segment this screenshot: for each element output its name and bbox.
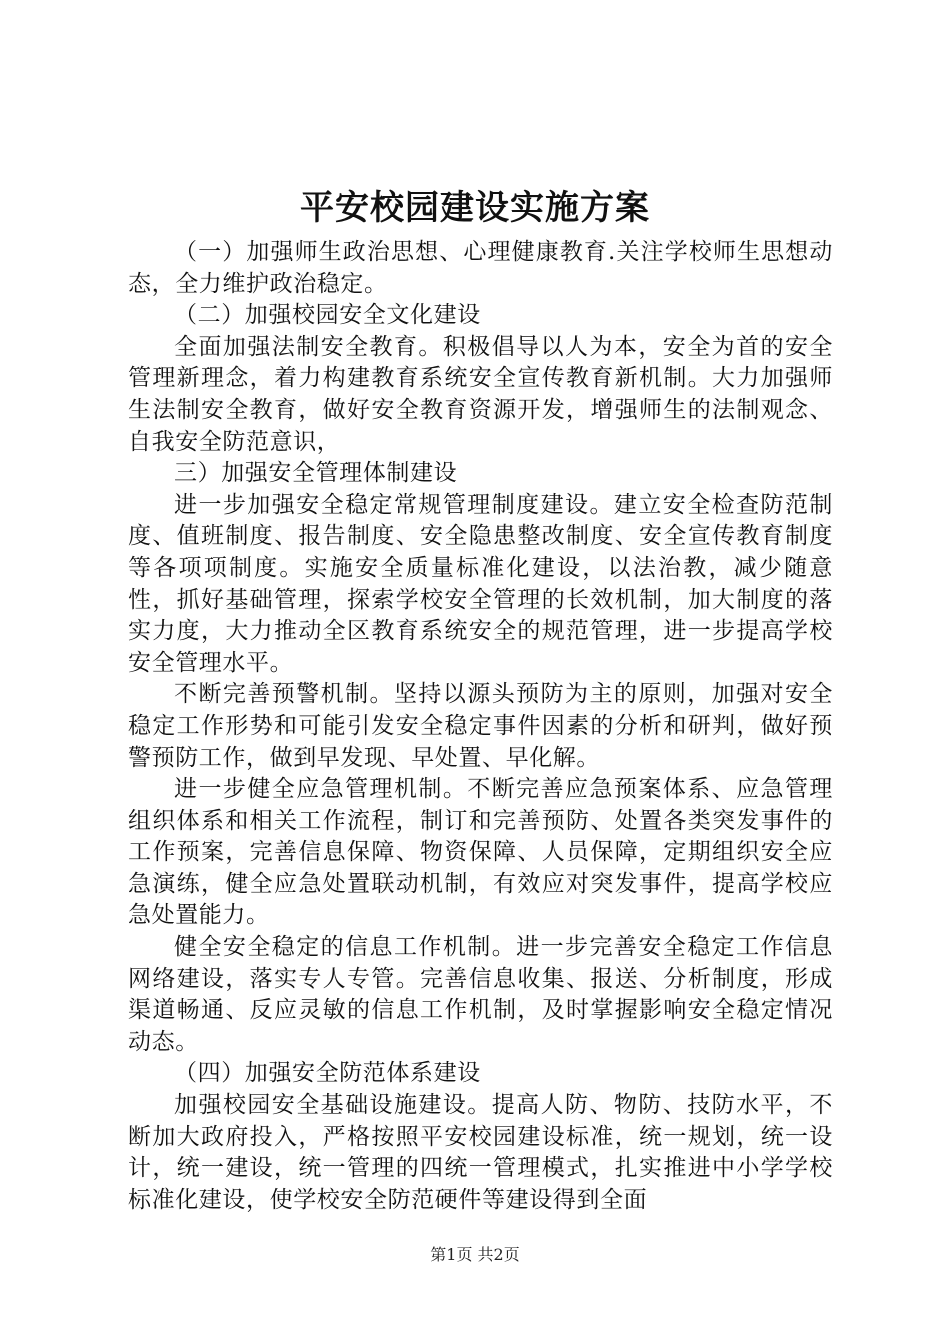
paragraph-6: 健全安全稳定的信息工作机制。进一步完善安全稳定工作信息网络建设，落实专人专管。完善信息收集、报送、分析制度，形成渠道畅通、反应灵敏的信息工作机制，及时掌握影响安全稳定情况动态。 bbox=[128, 934, 833, 1055]
section-heading-4: （四）加强安全防范体系建设 bbox=[174, 1060, 481, 1087]
paragraph-3: 进一步加强安全稳定常规管理制度建设。建立安全检查防范制度、值班制度、报告制度、安全隐患整改制度、安全宣传教育制度等各项项制度。实施安全质量标准化建设，以法治教，减少随意性，抓好基础管理，探索学校安全管理的长效机制，加大制度的落实力度，大力推动全区教育系统安全的规范管理，进一步提高学校安全管理水平。 bbox=[128, 491, 833, 676]
paragraph-4: 不断完善预警机制。坚持以源头预防为主的原则，加强对安全稳定工作形势和可能引发安全稳定事件因素的分析和研判，做好预警预防工作，做到早发现、早处置、早化解。 bbox=[128, 681, 833, 771]
page-number: 第1页 共2页 bbox=[430, 1245, 520, 1264]
document-body bbox=[128, 237, 833, 1216]
document-title: 平安校园建设实施方案 bbox=[300, 188, 650, 228]
section-heading-3: 三）加强安全管理体制建设 bbox=[174, 460, 458, 487]
paragraph-5: 进一步健全应急管理机制。不断完善应急预案体系、应急管理组织体系和相关工作流程，制订和完善预防、处置各类突发事件的工作预案，完善信息保障、物资保障、人员保障，定期组织安全应急演练，健全应急处置联动机制，有效应对突发事件，提高学校应急处置能力。 bbox=[128, 776, 833, 929]
paragraph-7: 加强校园安全基础设施建设。提高人防、物防、技防水平，不断加大政府投入，严格按照平安校园建设标准，统一规划，统一设计，统一建设，统一管理的四统一管理模式，扎实推进中小学学校标准化建设，使学校安全防范硬件等建设得到全面 bbox=[128, 1092, 833, 1213]
section-heading-2: （二）加强校园安全文化建设 bbox=[174, 302, 481, 329]
paragraph-2: 全面加强法制安全教育。积极倡导以人为本，安全为首的安全管理新理念，着力构建教育系统安全宣传教育新机制。大力加强师生法制安全教育，做好安全教育资源开发，增强师生的法制观念、自我安全防范意识， bbox=[128, 333, 833, 455]
paragraph-1: （一）加强师生政治思想、心理健康教育.关注学校师生思想动态，全力维护政治稳定。 bbox=[128, 239, 833, 297]
